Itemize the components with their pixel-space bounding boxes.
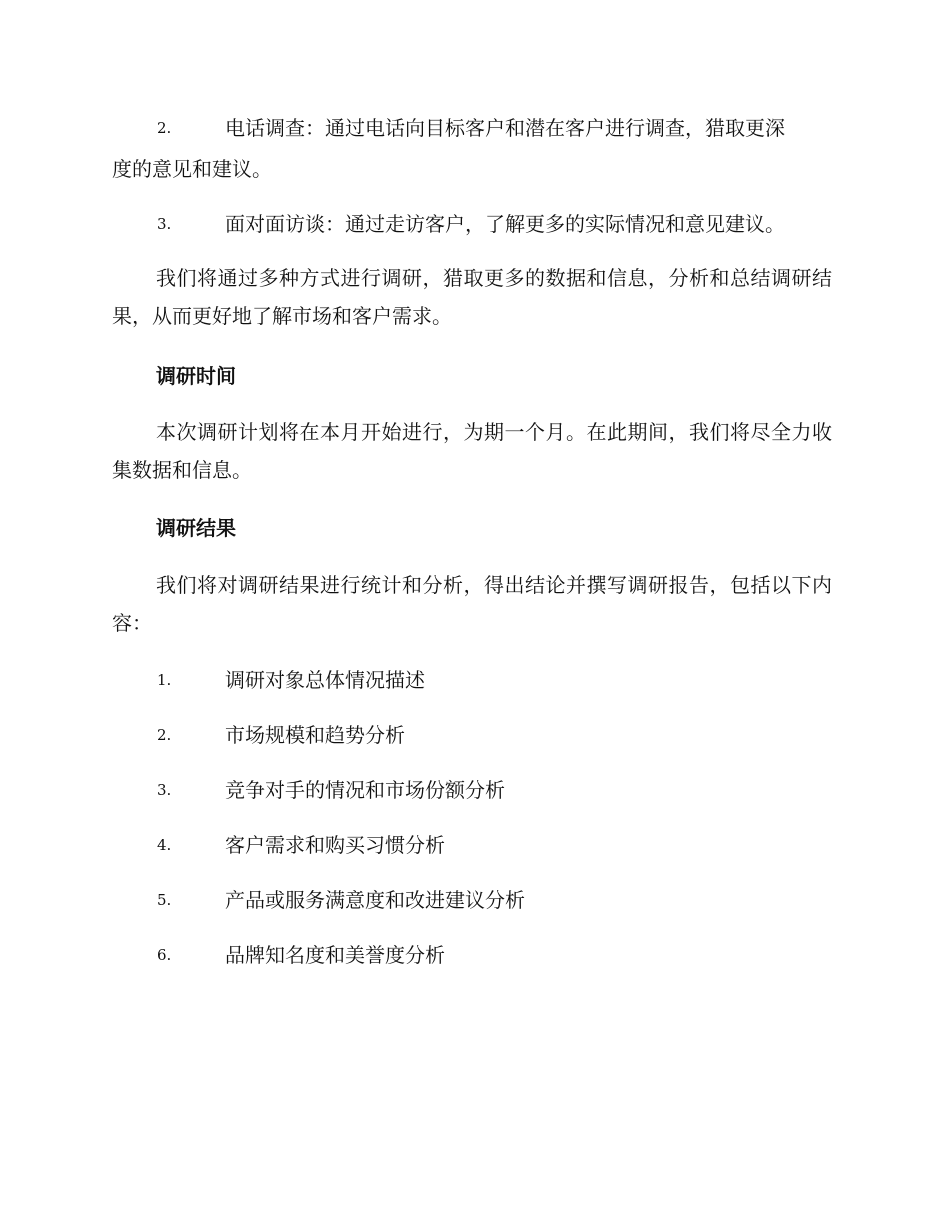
list-number: 6.	[157, 946, 172, 964]
list-number: 3.	[157, 215, 172, 233]
results-list-item	[0, 882, 950, 918]
list-number: 1.	[157, 671, 172, 689]
list-item-continuation: 度的意见和建议。	[112, 157, 272, 181]
section-heading-results: 调研结果	[156, 516, 236, 540]
list-item-text: 品牌知名度和美誉度分析	[225, 943, 445, 967]
list-item-text: 电话调查：通过电话向目标客户和潜在客户进行调查，猎取更深	[225, 116, 785, 140]
time-paragraph: 本次调研计划将在本月开始进行，为期一个月。在此期间，我们将尽全力收集数据和信息。	[112, 420, 832, 482]
results-list-item	[0, 937, 950, 973]
list-item-text: 调研对象总体情况描述	[225, 668, 425, 692]
results-list-item	[0, 662, 950, 698]
method-list-item	[0, 206, 950, 242]
method-list-item	[0, 110, 950, 146]
list-item-text: 面对面访谈：通过走访客户，了解更多的实际情况和意见建议。	[225, 212, 785, 236]
summary-paragraph: 我们将通过多种方式进行调研，猎取更多的数据和信息，分析和总结调研结果，从而更好地了解市场和客户需求。	[112, 266, 832, 328]
list-item-text: 客户需求和购买习惯分析	[225, 833, 445, 857]
list-number: 3.	[157, 781, 172, 799]
results-paragraph: 我们将对调研结果进行统计和分析，得出结论并撰写调研报告，包括以下内容：	[112, 573, 832, 635]
list-number: 5.	[157, 891, 172, 909]
results-list-item	[0, 827, 950, 863]
list-item-text: 市场规模和趋势分析	[225, 723, 405, 747]
section-heading-time: 调研时间	[156, 364, 236, 388]
list-number: 2.	[157, 119, 172, 137]
results-list-item	[0, 717, 950, 753]
list-item-text: 产品或服务满意度和改进建议分析	[225, 888, 525, 912]
list-item-text: 竞争对手的情况和市场份额分析	[225, 778, 505, 802]
list-number: 4.	[157, 836, 172, 854]
results-list-item	[0, 772, 950, 808]
list-number: 2.	[157, 726, 172, 744]
